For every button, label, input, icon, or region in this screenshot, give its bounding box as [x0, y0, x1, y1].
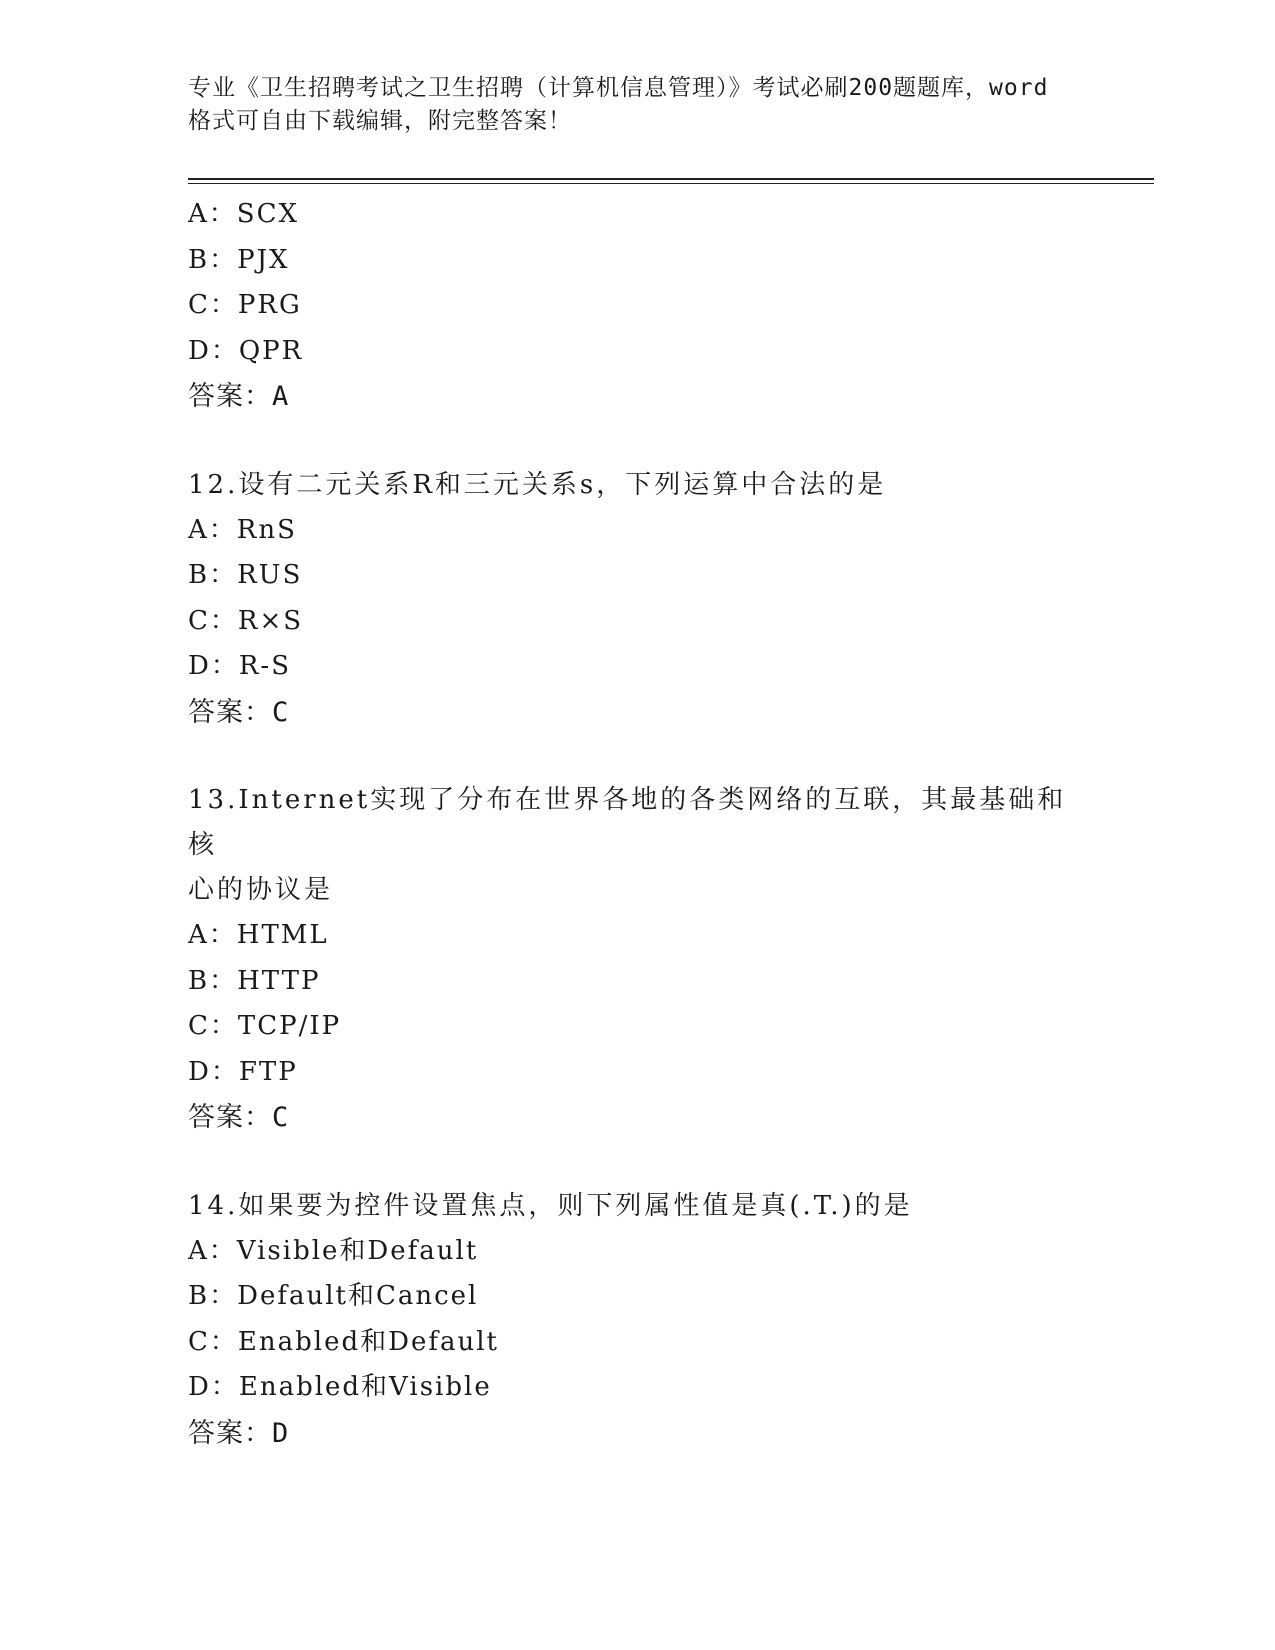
question-text: 12.设有二元关系R和三元关系s，下列运算中合法的是 [188, 469, 887, 500]
option-d: D：QPR [188, 335, 304, 366]
spacer [188, 1141, 1088, 1184]
question-block-12 [188, 463, 1088, 736]
option-d: D：Enabled和Visible [188, 1372, 492, 1402]
option-c: C：R×S [188, 605, 304, 636]
header-line-2: 格式可自由下载编辑，附完整答案！ [188, 108, 572, 134]
option-b: B：Default和Cancel [188, 1281, 479, 1311]
option-b: B：RUS [188, 560, 303, 590]
answer-line: 答案：A [188, 381, 290, 412]
option-b: B：HTTP [188, 965, 321, 996]
question-text-line-2: 心的协议是 [188, 875, 334, 905]
header-line-1: 专业《卫生招聘考试之卫生招聘（计算机信息管理）》考试必刷200题题库，word [188, 75, 1049, 101]
question-list [188, 192, 1088, 1456]
option-d: D：R-S [188, 651, 292, 681]
option-d: D：FTP [188, 1056, 298, 1087]
question-text-line-1: 13.Internet实现了分布在世界各地的各类网络的互联，其最基础和核 [188, 785, 1067, 860]
spacer [188, 420, 1088, 463]
option-a: A：SCX [188, 199, 299, 229]
option-a: A：RnS [188, 514, 297, 545]
header-divider-thick [188, 178, 1154, 180]
option-b: B：PJX [188, 244, 290, 275]
answer-line: 答案：D [188, 1417, 290, 1449]
spacer [188, 735, 1088, 778]
option-c: C：Enabled和Default [188, 1326, 499, 1357]
question-text: 14.如果要为控件设置焦点，则下列属性值是真(.T.)的是 [188, 1190, 913, 1221]
answer-line: 答案：C [188, 1102, 290, 1133]
option-c: C：TCP/IP [188, 1011, 342, 1041]
option-a: A：Visible和Default [188, 1235, 479, 1266]
document-header [188, 72, 1088, 138]
question-block-13 [188, 778, 1088, 1141]
question-block-14 [188, 1184, 1088, 1457]
option-a: A：HTML [188, 920, 329, 950]
header-divider-thin [188, 183, 1154, 184]
question-block-11 [188, 192, 1088, 420]
option-c: C：PRG [188, 290, 302, 320]
answer-line: 答案：C [188, 696, 290, 728]
